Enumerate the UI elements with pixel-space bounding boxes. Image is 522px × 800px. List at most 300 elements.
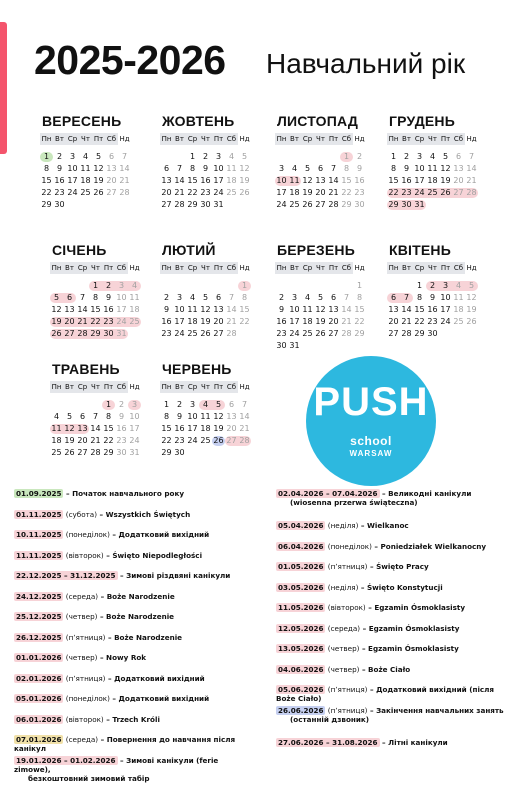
event-date: 05.06.2026 bbox=[278, 685, 324, 694]
event-weekday: (субота) bbox=[63, 509, 98, 519]
weekday-label: Вт bbox=[65, 383, 74, 391]
event-weekday: (пʼятниця) bbox=[63, 673, 106, 683]
event-title: – Додатковий вихідний (після Boże Ciało) bbox=[276, 685, 495, 703]
day-cell: 17 bbox=[440, 305, 451, 314]
day-cell: 15 bbox=[239, 305, 250, 314]
day-cell: 25 bbox=[289, 200, 300, 209]
event-item bbox=[276, 583, 516, 604]
day-cell: 17 bbox=[213, 176, 224, 185]
day-cell: 16 bbox=[103, 305, 114, 314]
day-cell: 20 bbox=[161, 188, 172, 197]
day-cell: 2 bbox=[163, 293, 170, 302]
weekday-label: Чт bbox=[428, 264, 437, 272]
day-cell: 7 bbox=[468, 152, 475, 161]
day-cell: 25 bbox=[187, 329, 198, 338]
day-cell: 12 bbox=[239, 164, 250, 173]
month-days-grid bbox=[50, 381, 162, 459]
day-cell: 7 bbox=[79, 293, 86, 302]
day-cell: 7 bbox=[121, 152, 128, 161]
day-cell: 1 bbox=[343, 152, 350, 161]
weekday-label: Пт bbox=[93, 135, 104, 143]
day-cell: 7 bbox=[403, 293, 410, 302]
day-cell: 12 bbox=[200, 305, 211, 314]
day-cell: 8 bbox=[356, 293, 363, 302]
weekday-label: Чт bbox=[316, 264, 325, 272]
event-weekday: (понеділок) bbox=[63, 530, 110, 539]
day-cell: 2 bbox=[429, 281, 436, 290]
day-cell: 5 bbox=[241, 152, 248, 161]
day-cell: 14 bbox=[174, 176, 185, 185]
day-cell: 7 bbox=[228, 293, 235, 302]
event-title: – Boże Narodzenie bbox=[98, 591, 175, 601]
day-cell: 6 bbox=[66, 293, 73, 302]
day-cell: 21 bbox=[328, 188, 339, 197]
day-cell: 10 bbox=[414, 164, 425, 173]
day-cell: 26 bbox=[315, 329, 326, 338]
day-cell: 16 bbox=[54, 176, 65, 185]
day-cell: 10 bbox=[213, 164, 224, 173]
weekday-label: Чт bbox=[428, 135, 437, 143]
day-cell: 7 bbox=[241, 400, 248, 409]
event-title: – Święto Niepodległości bbox=[103, 550, 203, 560]
day-cell: 14 bbox=[341, 305, 352, 314]
day-cell: 27 bbox=[315, 200, 326, 209]
day-cell: 17 bbox=[414, 176, 425, 185]
event-item bbox=[14, 612, 254, 633]
day-cell: 17 bbox=[289, 317, 300, 326]
event-title: – Egzamin Ósmoklasisty bbox=[360, 623, 460, 633]
day-cell: 10 bbox=[440, 293, 451, 302]
day-cell: 28 bbox=[401, 329, 412, 338]
day-cell: 2 bbox=[356, 152, 363, 161]
day-cell: 30 bbox=[401, 200, 412, 209]
event-date: 25.12.2025 bbox=[16, 612, 62, 621]
event-date: 02.01.2026 bbox=[16, 673, 62, 683]
day-cell: 11 bbox=[226, 164, 237, 173]
event-item bbox=[276, 562, 516, 583]
day-cell: 1 bbox=[390, 152, 397, 161]
day-cell: 20 bbox=[388, 317, 399, 326]
day-cell: 30 bbox=[276, 341, 287, 350]
day-cell: 23 bbox=[276, 329, 287, 338]
logo-main-text: PUSH bbox=[313, 380, 429, 424]
day-cell: 4 bbox=[455, 281, 462, 290]
weekday-label: Ср bbox=[187, 135, 198, 143]
day-cell: 16 bbox=[200, 176, 211, 185]
month-days-grid bbox=[275, 133, 387, 211]
month-days-grid bbox=[40, 133, 152, 211]
day-cell: 5 bbox=[53, 293, 60, 302]
day-cell: 9 bbox=[429, 293, 436, 302]
event-item bbox=[276, 624, 516, 645]
day-cell: 12 bbox=[302, 176, 313, 185]
weekday-label: Чт bbox=[91, 383, 100, 391]
day-cell: 29 bbox=[161, 448, 172, 457]
event-title: – Закінчення навчальних занять bbox=[367, 705, 504, 715]
event-item bbox=[276, 738, 516, 759]
event-item bbox=[14, 633, 254, 654]
day-cell: 2 bbox=[118, 400, 125, 409]
day-cell: 20 bbox=[213, 317, 224, 326]
day-cell: 8 bbox=[390, 164, 397, 173]
day-cell: 13 bbox=[213, 305, 224, 314]
weekday-label: Чт bbox=[201, 264, 210, 272]
day-cell: 22 bbox=[388, 188, 399, 197]
event-item bbox=[14, 715, 254, 736]
page-title: 2025-2026 bbox=[34, 37, 226, 83]
day-cell: 5 bbox=[95, 152, 102, 161]
month-calendar bbox=[50, 241, 162, 340]
day-cell: 18 bbox=[187, 317, 198, 326]
weekday-label: Вт bbox=[55, 135, 64, 143]
day-cell: 7 bbox=[343, 293, 350, 302]
day-cell: 7 bbox=[330, 164, 337, 173]
day-cell: 29 bbox=[90, 329, 101, 338]
day-cell: 19 bbox=[200, 317, 211, 326]
day-cell: 15 bbox=[103, 424, 114, 433]
event-date: 24.12.2025 bbox=[16, 591, 62, 601]
event-title: – Egzamin Ósmoklasisty bbox=[365, 603, 466, 612]
day-cell: 1 bbox=[92, 281, 99, 290]
day-cell: 18 bbox=[51, 436, 62, 445]
day-cell: 10 bbox=[116, 293, 127, 302]
day-cell: 9 bbox=[56, 164, 63, 173]
weekday-label: Сб bbox=[341, 264, 352, 272]
day-cell: 23 bbox=[161, 329, 172, 338]
events-list-left bbox=[14, 489, 254, 788]
weekday-label: Чт bbox=[316, 135, 325, 143]
weekday-label: Ср bbox=[67, 135, 78, 143]
weekday-label: Сб bbox=[106, 135, 117, 143]
day-cell: 15 bbox=[187, 176, 198, 185]
day-cell: 13 bbox=[388, 305, 399, 314]
day-cell: 24 bbox=[129, 436, 140, 445]
day-cell: 4 bbox=[82, 152, 89, 161]
day-cell: 19 bbox=[466, 305, 477, 314]
day-cell: 10 bbox=[276, 176, 287, 185]
event-date: 11.05.2026 bbox=[278, 603, 324, 612]
day-cell: 26 bbox=[466, 317, 477, 326]
event-date: 26.06.2026 bbox=[278, 705, 324, 715]
event-date: 07.01.2026 bbox=[16, 735, 62, 744]
weekday-label: Вт bbox=[402, 135, 411, 143]
day-cell: 6 bbox=[163, 164, 170, 173]
month-days-grid bbox=[275, 262, 387, 352]
day-cell: 31 bbox=[116, 329, 127, 338]
day-cell: 18 bbox=[80, 176, 91, 185]
day-cell: 13 bbox=[315, 176, 326, 185]
month-name: БЕРЕЗЕНЬ bbox=[277, 242, 355, 258]
event-weekday: (середа) bbox=[63, 591, 99, 601]
event-item bbox=[14, 571, 254, 592]
day-cell: 19 bbox=[302, 188, 313, 197]
weekday-label: Пт bbox=[328, 264, 339, 272]
weekday-label: Чт bbox=[201, 135, 210, 143]
day-cell: 14 bbox=[239, 412, 250, 421]
day-cell: 27 bbox=[453, 188, 464, 197]
day-cell: 18 bbox=[289, 188, 300, 197]
weekday-label: Сб bbox=[226, 135, 237, 143]
day-cell: 18 bbox=[226, 176, 237, 185]
day-cell: 29 bbox=[41, 200, 52, 209]
event-title: – Boże Narodzenie bbox=[97, 612, 175, 621]
day-cell: 12 bbox=[51, 305, 62, 314]
weekday-label: Ср bbox=[302, 135, 313, 143]
weekday-label: Чт bbox=[201, 383, 210, 391]
event-title-continued: (wiosenna przerwa świąteczna) bbox=[290, 498, 418, 507]
day-cell: 28 bbox=[466, 188, 477, 197]
day-cell: 26 bbox=[200, 329, 211, 338]
day-cell: 27 bbox=[77, 448, 88, 457]
day-cell: 15 bbox=[354, 305, 365, 314]
day-cell: 30 bbox=[54, 200, 65, 209]
event-title: – Wielkanoc bbox=[358, 521, 409, 530]
day-cell: 9 bbox=[403, 164, 410, 173]
day-cell: 14 bbox=[77, 305, 88, 314]
day-cell: 8 bbox=[343, 164, 350, 173]
day-cell: 6 bbox=[79, 412, 86, 421]
weekday-label: Сб bbox=[116, 383, 127, 391]
event-weekday: (понеділок) bbox=[325, 541, 372, 551]
day-cell: 14 bbox=[226, 305, 237, 314]
event-weekday: (вівторок) bbox=[63, 714, 104, 724]
day-cell: 23 bbox=[427, 317, 438, 326]
day-cell: 1 bbox=[241, 281, 248, 290]
day-cell: 23 bbox=[54, 188, 65, 197]
day-cell: 22 bbox=[354, 317, 365, 326]
day-cell: 1 bbox=[416, 281, 423, 290]
event-date: 06.01.2026 bbox=[16, 714, 62, 724]
day-cell: 4 bbox=[291, 164, 298, 173]
event-weekday: (пʼятниця) bbox=[325, 685, 368, 694]
weekday-label: Нд bbox=[129, 383, 140, 391]
day-cell: 4 bbox=[189, 293, 196, 302]
day-cell: 26 bbox=[51, 329, 62, 338]
event-title: – Великодні канікули bbox=[379, 489, 472, 498]
event-date: 10.11.2025 bbox=[16, 530, 62, 539]
event-item bbox=[14, 551, 254, 572]
day-cell: 11 bbox=[302, 305, 313, 314]
day-cell: 4 bbox=[131, 281, 138, 290]
event-item bbox=[276, 665, 516, 686]
event-weekday: (вівторок) bbox=[63, 550, 104, 560]
day-cell: 31 bbox=[213, 200, 224, 209]
day-cell: 2 bbox=[176, 400, 183, 409]
event-weekday: (середа) bbox=[325, 623, 361, 633]
day-cell: 27 bbox=[226, 436, 237, 445]
day-cell: 2 bbox=[278, 293, 285, 302]
event-title: – Nowy Rok bbox=[97, 653, 147, 662]
day-cell: 21 bbox=[401, 317, 412, 326]
weekday-label: Нд bbox=[466, 264, 477, 272]
day-cell: 3 bbox=[189, 400, 196, 409]
day-cell: 12 bbox=[213, 412, 224, 421]
event-title: – Poniedziałek Wielkanocny bbox=[371, 541, 487, 551]
day-cell: 15 bbox=[41, 176, 52, 185]
month-name: ГРУДЕНЬ bbox=[389, 113, 455, 129]
day-cell: 22 bbox=[103, 436, 114, 445]
day-cell: 11 bbox=[51, 424, 62, 433]
day-cell: 5 bbox=[215, 400, 222, 409]
day-cell: 21 bbox=[341, 317, 352, 326]
event-weekday: (пʼятниця) bbox=[325, 562, 368, 571]
day-cell: 19 bbox=[51, 317, 62, 326]
day-cell: 6 bbox=[215, 293, 222, 302]
weekday-label: Нд bbox=[239, 135, 250, 143]
weekday-label: Нд bbox=[129, 264, 140, 272]
day-cell: 29 bbox=[103, 448, 114, 457]
day-cell: 20 bbox=[453, 176, 464, 185]
day-cell: 26 bbox=[302, 200, 313, 209]
day-cell: 22 bbox=[41, 188, 52, 197]
weekday-label: Ср bbox=[414, 264, 425, 272]
day-cell: 28 bbox=[174, 200, 185, 209]
event-item bbox=[14, 674, 254, 695]
event-title: – Зимові різдвяні канікули bbox=[117, 571, 231, 580]
day-cell: 12 bbox=[440, 164, 451, 173]
event-date: 11.11.2025 bbox=[16, 550, 62, 560]
day-cell: 9 bbox=[278, 305, 285, 314]
day-cell: 20 bbox=[328, 317, 339, 326]
day-cell: 5 bbox=[66, 412, 73, 421]
day-cell: 28 bbox=[119, 188, 130, 197]
event-title: – Початок навчального року bbox=[63, 489, 185, 498]
weekday-label: Вт bbox=[65, 264, 74, 272]
event-title-continued: (останній дзвоник) bbox=[290, 714, 370, 724]
day-cell: 28 bbox=[90, 448, 101, 457]
day-cell: 18 bbox=[302, 317, 313, 326]
weekday-label: Нд bbox=[354, 264, 365, 272]
day-cell: 14 bbox=[119, 164, 130, 173]
day-cell: 3 bbox=[442, 281, 449, 290]
day-cell: 15 bbox=[414, 305, 425, 314]
day-cell: 25 bbox=[80, 188, 91, 197]
event-title: – Зимові канікули (ferie zimowe), bbox=[14, 755, 219, 774]
day-cell: 17 bbox=[116, 305, 127, 314]
month-days-grid bbox=[160, 381, 272, 459]
weekday-label: Вт bbox=[175, 383, 184, 391]
month-calendar bbox=[387, 241, 499, 340]
day-cell: 18 bbox=[200, 424, 211, 433]
weekday-label: Чт bbox=[91, 264, 100, 272]
month-name: ЛИСТОПАД bbox=[277, 113, 359, 129]
event-weekday: (понеділок) bbox=[63, 694, 110, 703]
event-title: – Boże Ciało bbox=[359, 664, 411, 674]
day-cell: 9 bbox=[202, 164, 209, 173]
event-date: 05.04.2026 bbox=[278, 521, 324, 530]
day-cell: 19 bbox=[315, 317, 326, 326]
day-cell: 9 bbox=[176, 412, 183, 421]
day-cell: 29 bbox=[341, 200, 352, 209]
day-cell: 24 bbox=[116, 317, 127, 326]
day-cell: 20 bbox=[106, 176, 117, 185]
weekday-label: Пт bbox=[213, 264, 224, 272]
weekday-label: Пн bbox=[276, 135, 287, 143]
day-cell: 2 bbox=[202, 152, 209, 161]
weekday-label: Ср bbox=[302, 264, 313, 272]
event-weekday: (четвер) bbox=[63, 612, 98, 621]
event-item bbox=[14, 694, 254, 715]
event-date: 19.01.2026 – 01.02.2026 bbox=[16, 755, 116, 765]
day-cell: 13 bbox=[77, 424, 88, 433]
day-cell: 31 bbox=[414, 200, 425, 209]
day-cell: 4 bbox=[53, 412, 60, 421]
day-cell: 30 bbox=[427, 329, 438, 338]
day-cell: 14 bbox=[328, 176, 339, 185]
day-cell: 27 bbox=[213, 329, 224, 338]
event-title: – Święto Pracy bbox=[367, 562, 429, 571]
event-date: 01.11.2025 bbox=[16, 509, 62, 519]
weekday-label: Пт bbox=[103, 264, 114, 272]
day-cell: 11 bbox=[187, 305, 198, 314]
day-cell: 5 bbox=[317, 293, 324, 302]
weekday-label: Пн bbox=[51, 383, 62, 391]
event-date: 03.05.2026 bbox=[278, 582, 324, 592]
day-cell: 17 bbox=[129, 424, 140, 433]
day-cell: 28 bbox=[328, 200, 339, 209]
day-cell: 15 bbox=[388, 176, 399, 185]
day-cell: 3 bbox=[176, 293, 183, 302]
event-title: – Święto Konstytucji bbox=[358, 582, 443, 592]
day-cell: 13 bbox=[161, 176, 172, 185]
event-item bbox=[14, 735, 254, 756]
day-cell: 23 bbox=[354, 188, 365, 197]
day-cell: 17 bbox=[67, 176, 78, 185]
day-cell: 21 bbox=[77, 317, 88, 326]
event-title: – Повернення до навчання після канікул bbox=[14, 735, 236, 753]
day-cell: 29 bbox=[414, 329, 425, 338]
day-cell: 30 bbox=[354, 200, 365, 209]
weekday-label: Пн bbox=[51, 264, 62, 272]
day-cell: 21 bbox=[90, 436, 101, 445]
day-cell: 25 bbox=[427, 188, 438, 197]
day-cell: 28 bbox=[341, 329, 352, 338]
day-cell: 16 bbox=[401, 176, 412, 185]
event-date: 01.05.2026 bbox=[278, 562, 324, 571]
month-name: ТРАВЕНЬ bbox=[52, 361, 120, 377]
day-cell: 19 bbox=[64, 436, 75, 445]
day-cell: 12 bbox=[64, 424, 75, 433]
day-cell: 24 bbox=[289, 329, 300, 338]
month-days-grid bbox=[160, 262, 272, 340]
day-cell: 11 bbox=[80, 164, 91, 173]
weekday-label: Пт bbox=[103, 383, 114, 391]
day-cell: 29 bbox=[388, 200, 399, 209]
weekday-label: Вт bbox=[290, 135, 299, 143]
day-cell: 23 bbox=[401, 188, 412, 197]
day-cell: 19 bbox=[93, 176, 104, 185]
event-title: – Trzech Króli bbox=[103, 714, 160, 724]
day-cell: 8 bbox=[105, 412, 112, 421]
weekday-label: Пт bbox=[213, 135, 224, 143]
day-cell: 4 bbox=[304, 293, 311, 302]
day-cell: 8 bbox=[189, 164, 196, 173]
weekday-label: Нд bbox=[239, 383, 250, 391]
month-days-grid bbox=[50, 262, 162, 340]
weekday-label: Вт bbox=[175, 135, 184, 143]
day-cell: 20 bbox=[315, 188, 326, 197]
day-cell: 5 bbox=[442, 152, 449, 161]
weekday-label: Ср bbox=[187, 264, 198, 272]
day-cell: 16 bbox=[354, 176, 365, 185]
event-title: – Літні канікули bbox=[379, 737, 448, 747]
day-cell: 5 bbox=[202, 293, 209, 302]
event-item bbox=[276, 542, 516, 563]
day-cell: 20 bbox=[226, 424, 237, 433]
weekday-label: Сб bbox=[453, 264, 464, 272]
weekday-label: Пн bbox=[41, 135, 52, 143]
day-cell: 13 bbox=[328, 305, 339, 314]
